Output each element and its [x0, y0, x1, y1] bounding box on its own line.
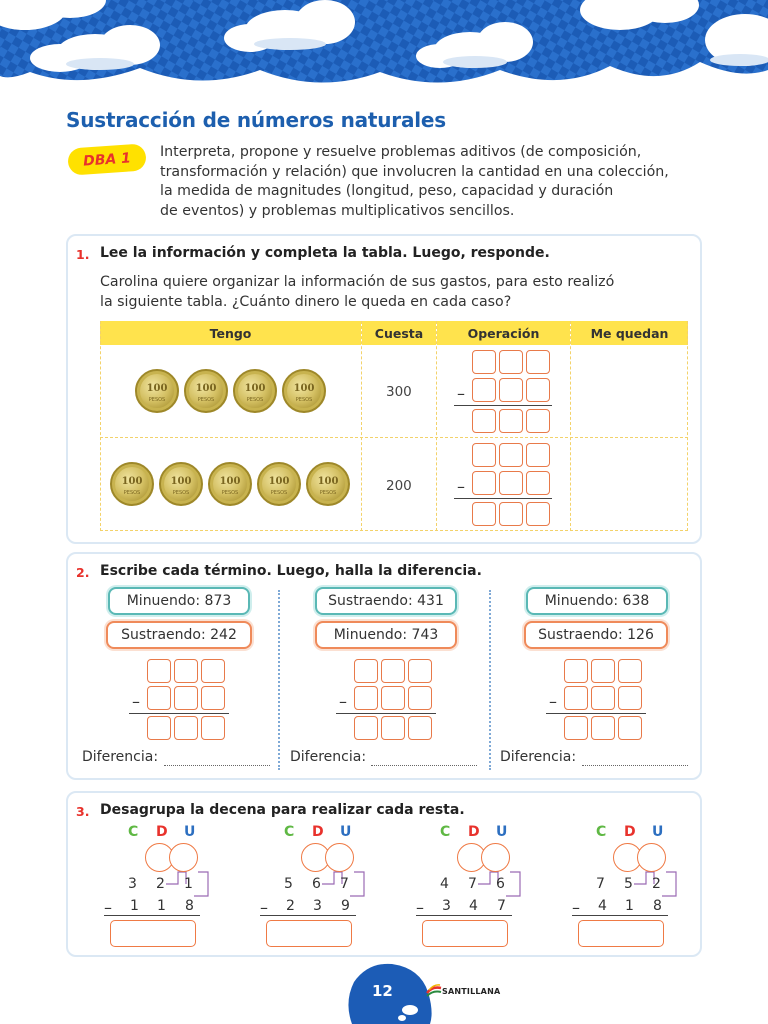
digit-box[interactable] — [618, 686, 642, 710]
place-value-label: D — [156, 824, 168, 840]
digit-box[interactable] — [408, 686, 432, 710]
minuend-digit: 7 — [596, 876, 605, 892]
digit-box[interactable] — [381, 686, 405, 710]
dba-line: de eventos) y problemas multiplicativos sencillos. — [160, 202, 515, 219]
minus-sign: – — [457, 384, 465, 403]
coin-100-pesos — [282, 369, 326, 413]
place-value-label: D — [312, 824, 324, 840]
subtrahend-digit: 1 — [130, 898, 139, 914]
place-value-label: C — [284, 824, 295, 840]
coin-100-pesos — [233, 369, 277, 413]
minus-sign: – — [572, 898, 580, 917]
digit-box[interactable] — [174, 659, 198, 683]
coin-unit: PESOS — [246, 397, 264, 403]
coin-value: 100 — [121, 476, 143, 487]
exercise-3-number: 3. — [76, 804, 90, 819]
subtraction-line — [129, 713, 229, 714]
digit-box[interactable] — [147, 659, 171, 683]
digit-box[interactable] — [564, 686, 588, 710]
answer-box[interactable] — [110, 920, 196, 947]
subtraction-line — [546, 713, 646, 714]
minuend-digit: 7 — [468, 876, 477, 892]
minuend-digit: 2 — [652, 876, 661, 892]
regroup-circle[interactable] — [637, 843, 666, 872]
subtrahend-digit: 4 — [598, 898, 607, 914]
coin-value: 100 — [146, 383, 168, 394]
header-cuesta: Cuesta — [362, 321, 436, 345]
page-title: Sustracción de números naturales — [66, 108, 446, 132]
place-value-label: C — [440, 824, 451, 840]
subtrahend-digit: 4 — [469, 898, 478, 914]
term-label: Minuendo: 873 — [108, 587, 250, 615]
subtraction-line — [336, 713, 436, 714]
subtrahend-digit: 3 — [313, 898, 322, 914]
page-number: 12 — [372, 982, 393, 1000]
minuend-digit: 5 — [284, 876, 293, 892]
digit-box[interactable] — [618, 716, 642, 740]
term-label: Sustraendo: 431 — [315, 587, 457, 615]
cost-value: 200 — [386, 478, 412, 494]
place-value-label: C — [596, 824, 607, 840]
minuend-digit: 5 — [624, 876, 633, 892]
regroup-circle[interactable] — [481, 843, 510, 872]
digit-box[interactable] — [201, 686, 225, 710]
minus-sign: – — [339, 692, 347, 711]
coin-100-pesos — [257, 462, 301, 506]
dba-line: la medida de magnitudes (longitud, peso, capacidad y duración — [160, 183, 614, 199]
digit-box[interactable] — [591, 659, 615, 683]
minus-sign: – — [132, 692, 140, 711]
minus-sign: – — [104, 898, 112, 917]
difference-label: Diferencia: — [500, 749, 577, 765]
digit-box[interactable] — [147, 716, 171, 740]
place-value-label: U — [652, 824, 664, 840]
coin-value: 100 — [244, 383, 266, 394]
header-tengo: Tengo — [100, 321, 361, 345]
publisher-name: SANTILLANA — [442, 986, 501, 996]
minuend-digit: 6 — [496, 876, 505, 892]
minus-sign: – — [549, 692, 557, 711]
minuend-digit: 2 — [156, 876, 165, 892]
exercise-1-instruction: Lee la información y completa la tabla. Luego, responde. — [100, 245, 550, 261]
digit-box[interactable] — [174, 716, 198, 740]
place-value-label: U — [496, 824, 508, 840]
coin-value: 100 — [293, 383, 315, 394]
answer-box[interactable] — [578, 920, 664, 947]
minuend-digit: 3 — [128, 876, 137, 892]
header-me-quedan: Me quedan — [571, 321, 688, 345]
subtrahend-digit: 1 — [625, 898, 634, 914]
digit-box[interactable] — [381, 659, 405, 683]
exercise-1-number: 1. — [76, 247, 90, 262]
term-label: Minuendo: 638 — [526, 587, 668, 615]
term-label: Sustraendo: 242 — [106, 621, 252, 649]
digit-box[interactable] — [174, 686, 198, 710]
santillana-logo-icon — [426, 984, 442, 998]
place-value-label: C — [128, 824, 139, 840]
coin-unit: PESOS — [319, 490, 337, 496]
term-label: Minuendo: 743 — [315, 621, 457, 649]
minuend-digit: 6 — [312, 876, 321, 892]
digit-box[interactable] — [201, 716, 225, 740]
coin-value: 100 — [170, 476, 192, 487]
digit-box[interactable] — [564, 659, 588, 683]
place-value-label: U — [184, 824, 196, 840]
minuend-digit: 4 — [440, 876, 449, 892]
subtrahend-digit: 8 — [185, 898, 194, 914]
digit-box[interactable] — [354, 659, 378, 683]
coin-100-pesos — [135, 369, 179, 413]
subtrahend-digit: 1 — [157, 898, 166, 914]
place-value-label: D — [624, 824, 636, 840]
regroup-circle[interactable] — [325, 843, 354, 872]
minuend-digit: 7 — [340, 876, 349, 892]
subtraction-line — [416, 915, 512, 916]
digit-box[interactable] — [147, 686, 171, 710]
answer-box[interactable] — [266, 920, 352, 947]
digit-box[interactable] — [408, 659, 432, 683]
subtraction-line — [572, 915, 668, 916]
coin-100-pesos — [159, 462, 203, 506]
subtrahend-digit: 7 — [497, 898, 506, 914]
minuend-digit: 1 — [184, 876, 193, 892]
description-line: la siguiente tabla. ¿Cuánto dinero le queda en cada caso? — [100, 294, 512, 310]
digit-box[interactable] — [591, 716, 615, 740]
minus-sign: – — [457, 477, 465, 496]
digit-box[interactable] — [354, 686, 378, 710]
subtraction-line — [104, 915, 200, 916]
place-value-label: U — [340, 824, 352, 840]
difference-label: Diferencia: — [290, 749, 367, 765]
coin-unit: PESOS — [295, 397, 313, 403]
exercise-3-instruction: Desagrupa la decena para realizar cada resta. — [100, 802, 465, 818]
coin-value: 100 — [219, 476, 241, 487]
coin-unit: PESOS — [172, 490, 190, 496]
dba-line: transformación y relación) que involucren la cantidad en una colección, — [160, 163, 669, 180]
subtrahend-digit: 2 — [286, 898, 295, 914]
coin-value: 100 — [317, 476, 339, 487]
coin-unit: PESOS — [197, 397, 215, 403]
subtrahend-digit: 8 — [653, 898, 662, 914]
subtraction-line — [260, 915, 356, 916]
term-label: Sustraendo: 126 — [524, 621, 668, 649]
answer-box[interactable] — [422, 920, 508, 947]
coin-value: 100 — [195, 383, 217, 394]
coin-100-pesos — [306, 462, 350, 506]
digit-box[interactable] — [408, 716, 432, 740]
publisher-logo — [426, 984, 500, 998]
digit-box[interactable] — [201, 659, 225, 683]
coin-value: 100 — [268, 476, 290, 487]
exercise-2-instruction: Escribe cada término. Luego, halla la diferencia. — [100, 563, 482, 579]
dba-line: Interpreta, propone y resuelve problemas aditivos (de composición, — [160, 144, 642, 160]
digit-box[interactable] — [354, 716, 378, 740]
coin-unit: PESOS — [221, 490, 239, 496]
description-line: Carolina quiere organizar la información de sus gastos, para esto realizó — [100, 274, 615, 290]
coin-unit: PESOS — [270, 490, 288, 496]
digit-box[interactable] — [381, 716, 405, 740]
minus-sign: – — [416, 898, 424, 917]
digit-box[interactable] — [618, 659, 642, 683]
difference-label: Diferencia: — [82, 749, 159, 765]
digit-box[interactable] — [564, 716, 588, 740]
regroup-circle[interactable] — [169, 843, 198, 872]
coin-unit: PESOS — [148, 397, 166, 403]
coin-100-pesos — [110, 462, 154, 506]
digit-box[interactable] — [591, 686, 615, 710]
subtrahend-digit: 3 — [442, 898, 451, 914]
dba-badge-label: DBA 1 — [82, 149, 132, 170]
coin-unit: PESOS — [123, 490, 141, 496]
exercise-2-number: 2. — [76, 565, 90, 580]
coin-100-pesos — [208, 462, 252, 506]
cost-value: 300 — [386, 384, 412, 400]
coin-100-pesos — [184, 369, 228, 413]
subtrahend-digit: 9 — [341, 898, 350, 914]
place-value-label: D — [468, 824, 480, 840]
minus-sign: – — [260, 898, 268, 917]
header-operacion: Operación — [437, 321, 570, 345]
